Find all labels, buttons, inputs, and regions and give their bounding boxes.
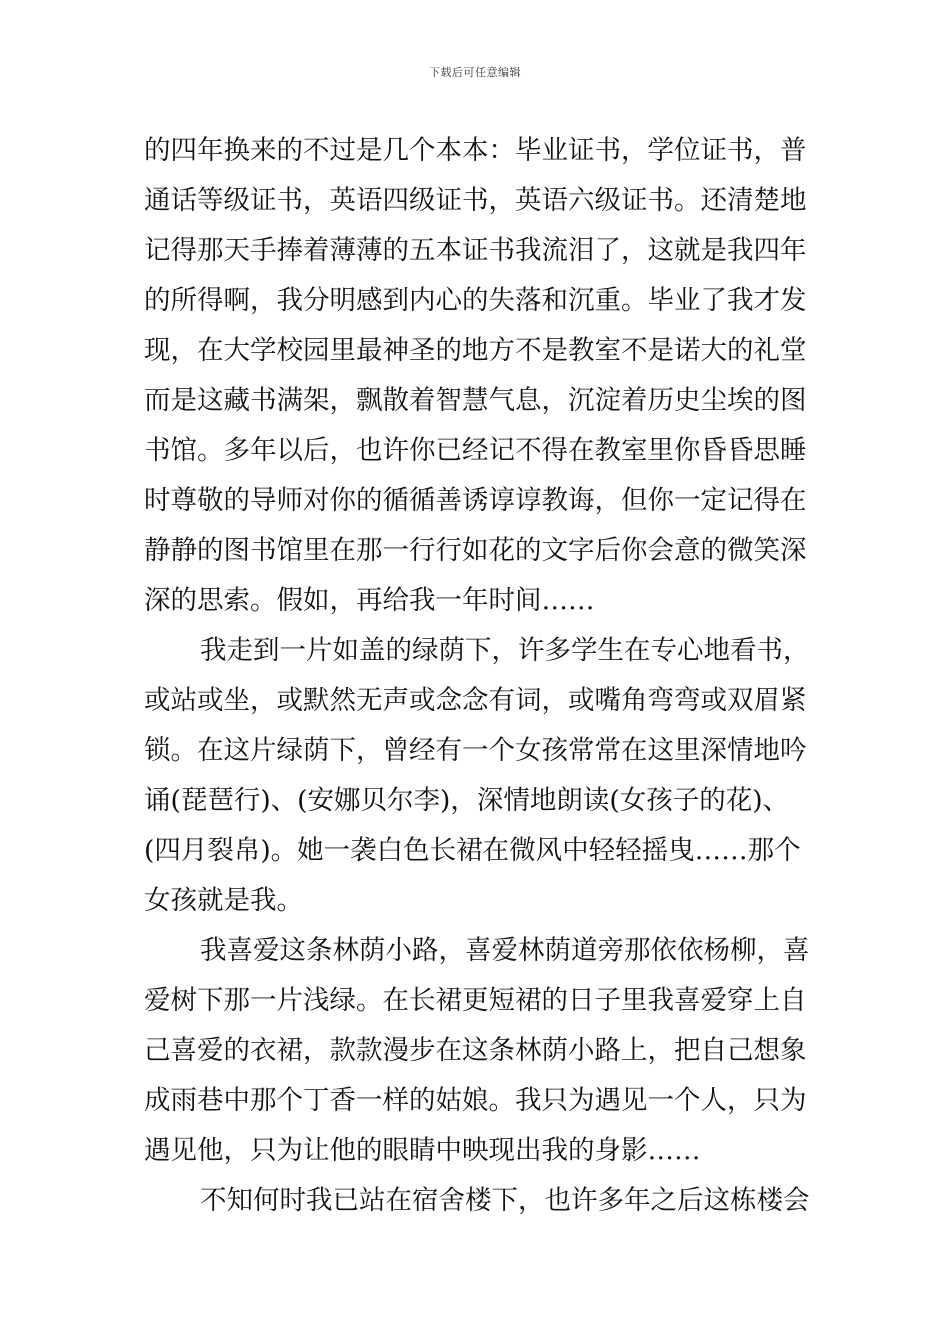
text-line: 不知何时我已站在宿舍楼下，也许多年之后这栋楼会 [200,1185,810,1216]
text-line: 通话等级证书，英语四级证书，英语六级证书。还清楚地 [144,185,807,216]
text-line: 静静的图书馆里在那一行行如花的文字后你会意的微笑深 [144,535,807,566]
text-line: 爱树下那一片浅绿。在长裙更短裙的日子里我喜爱穿上自 [144,985,807,1016]
paragraph [144,926,816,1176]
document-body [144,126,816,1226]
paragraph [144,626,816,926]
text-line: 我喜爱这条林荫小路，喜爱林荫道旁那依依杨柳，喜 [200,935,810,966]
text-line: 遇见他，只为让他的眼睛中映现出我的身影…… [144,1135,701,1166]
text-line: 深的思索。假如，再给我一年时间…… [144,585,595,616]
text-line: 或站或坐，或默然无声或念念有词，或嘴角弯弯或双眉紧 [144,685,807,716]
text-line: 的所得啊，我分明感到内心的失落和沉重。毕业了我才发 [144,285,807,316]
text-line: 而是这藏书满架，飘散着智慧气息，沉淀着历史尘埃的图 [144,385,807,416]
text-line: 诵(琵琶行)、(安娜贝尔李)，深情地朗读(女孩子的花)、 [144,785,790,816]
paragraph [144,1176,816,1226]
text-line: 女孩就是我。 [144,885,303,916]
text-line: 锁。在这片绿荫下，曾经有一个女孩常常在这里深情地吟 [144,735,807,766]
text-line: 我走到一片如盖的绿荫下，许多学生在专心地看书， [200,635,810,666]
text-line: 书馆。多年以后，也许你已经记不得在教室里你昏昏思睡 [144,435,807,466]
page-header: 下载后可任意编辑 [429,66,521,79]
text-line: (四月裂帛)。她一袭白色长裙在微风中轻轻摇曳……那个 [144,835,801,866]
text-line: 己喜爱的衣裙，款款漫步在这条林荫小路上，把自己想象 [144,1035,807,1066]
text-line: 时尊敬的导师对你的循循善诱谆谆教诲，但你一定记得在 [144,485,807,516]
text-line: 的四年换来的不过是几个本本：毕业证书，学位证书，普 [144,135,807,166]
text-line: 成雨巷中那个丁香一样的姑娘。我只为遇见一个人，只为 [144,1085,807,1116]
text-line: 现，在大学校园里最神圣的地方不是教室不是诺大的礼堂 [144,335,807,366]
paragraph [144,126,816,626]
text-line: 记得那天手捧着薄薄的五本证书我流泪了，这就是我四年 [144,235,807,266]
